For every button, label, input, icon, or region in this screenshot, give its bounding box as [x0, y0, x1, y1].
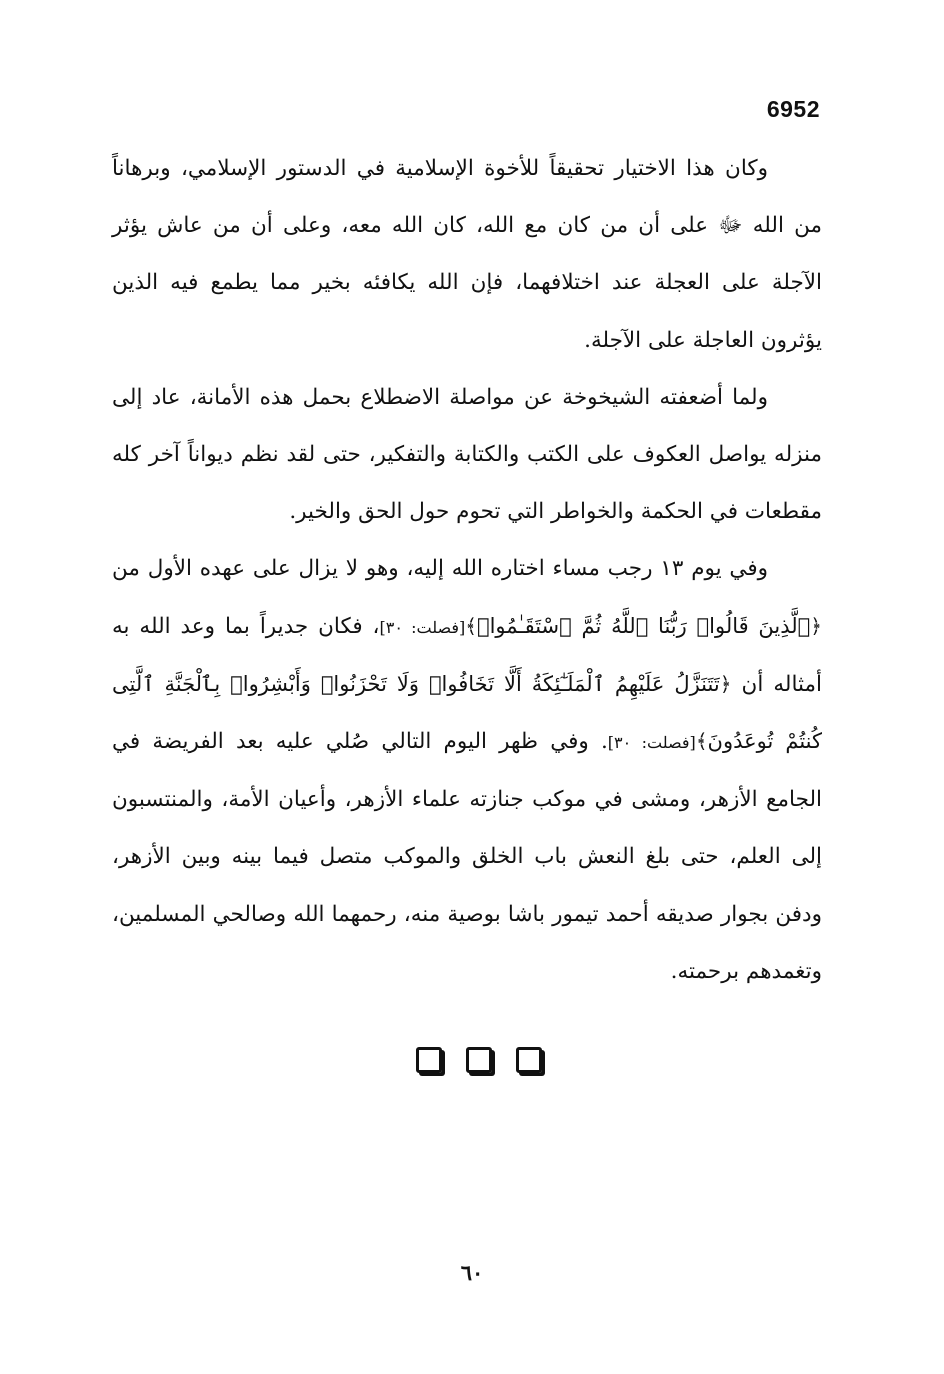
quran-verse-2: تَتَنَزَّلُ عَلَيْهِمُ ٱلْمَلَـٰٓئِكَةُ أَلَّا تَخَافُوا۟ وَلَا تَحْزَنُوا۟ وَأَبْشِرُوا۟ بِٱلْجَنَّةِ ٱلَّتِى كُنتُمْ تُوعَدُونَ: [112, 671, 822, 754]
paragraph-3: [112, 540, 822, 1000]
page-number: ٦٠: [460, 1260, 484, 1285]
paragraph-1: وكان هذا الاختيار تحقيقاً للأخوة الإسلامية في الدستور الإسلامي، وبرهاناً من الله ﷻ على أن من كان مع الله، كان الله معه، وعلى أن من عاش يؤثر الآجلة على العجلة عند اختلافهما، فإن الله يكافئه بخير مما يطمع فيه الذين يؤثرون العاجلة على الآجلة.: [112, 156, 822, 353]
paragraph-3-lead: وفي يوم ١٣ رجب مساء اختاره الله إليه، وهو لا يزال على عهده الأول من: [112, 556, 768, 582]
verse-close-bracket: ﴾: [465, 613, 477, 638]
quran-verse-1: ٱلَّذِينَ قَالُوا۟ رَبُّنَا ٱللَّهُ ثُمَّ ٱسْتَقَـٰمُوا۟: [477, 613, 811, 638]
page-id: 6952: [766, 96, 820, 122]
paragraph-3-tail: . وفي ظهر اليوم التالي صُلي عليه بعد الفريضة في الجامع الأزهر، ومشى في موكب جنازته علماء الأزهر، وأعيان الأمة، والمنتسبون إلى العلم، حتى بلغ النعش باب الخلق والموكب متصل فيما بينه وبين الأزهر، ودفن بجوار صديقه أحمد تيمور باشا بوصية منه، رحمهما الله وصالحي المسلمين، وتغمدهم برحمته.: [112, 729, 822, 984]
verse-close-bracket-2: ﴾: [695, 729, 708, 754]
paragraph-2: ولما أضعفته الشيخوخة عن مواصلة الاضطلاع بحمل هذه الأمانة، عاد إلى منزله يواصل العكوف على الكتب والكتابة والتفكير، حتى لقد نظم ديواناً آخر كله مقطعات في الحكمة والخواطر التي تحوم حول الحق والخير.: [112, 384, 822, 525]
verse-open-bracket-2: ﴿: [719, 671, 732, 696]
square-ornament-icon: [466, 1047, 492, 1073]
square-ornament-icon: [516, 1047, 542, 1073]
section-separator: [416, 1047, 542, 1073]
square-ornament-icon: [416, 1047, 442, 1073]
verse-citation-2: [فصلت: ٣٠]: [607, 733, 696, 753]
paragraph-3-mid: ، فكان جديراً بما وعد الله به أمثاله أن: [112, 613, 823, 697]
verse-open-bracket: ﴿: [810, 613, 822, 638]
body-text: [112, 140, 822, 1000]
verse-citation-1: [فصلت: ٣٠]: [379, 617, 466, 637]
